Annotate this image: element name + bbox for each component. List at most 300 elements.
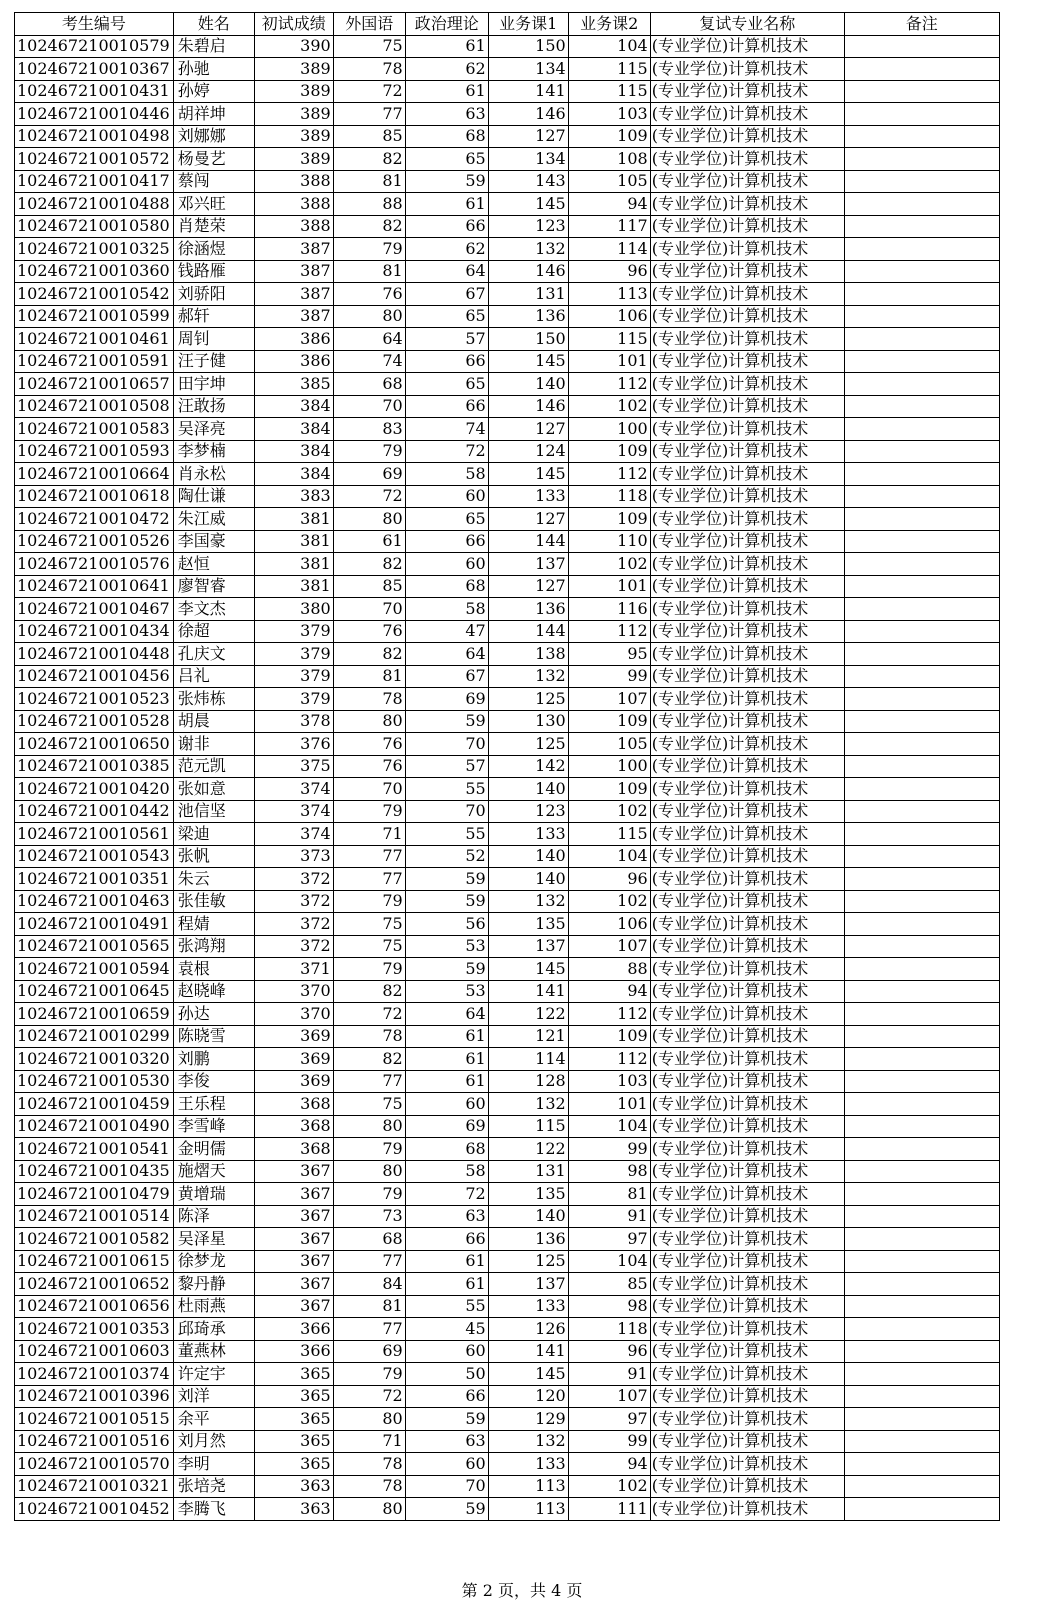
cell-major: (专业学位)计算机技术	[650, 1453, 844, 1476]
cell-candidate-id: 102467210010442	[15, 800, 174, 823]
cell-subject-1: 135	[488, 1183, 568, 1206]
cell-subject-2: 96	[568, 868, 650, 891]
cell-name: 谢非	[173, 733, 254, 756]
cell-subject-1: 121	[488, 1025, 568, 1048]
cell-name: 赵恒	[173, 553, 254, 576]
cell-total-score: 372	[254, 935, 333, 958]
cell-candidate-id: 102467210010656	[15, 1295, 174, 1318]
cell-major: (专业学位)计算机技术	[650, 373, 844, 396]
cell-major: (专业学位)计算机技术	[650, 1340, 844, 1363]
cell-subject-2: 106	[568, 913, 650, 936]
cell-subject-2: 98	[568, 1295, 650, 1318]
cell-politics: 66	[405, 1228, 488, 1251]
cell-major: (专业学位)计算机技术	[650, 440, 844, 463]
cell-candidate-id: 102467210010508	[15, 395, 174, 418]
cell-name: 郝轩	[173, 305, 254, 328]
cell-total-score: 363	[254, 1498, 333, 1521]
cell-foreign-language: 71	[333, 1430, 405, 1453]
cell-total-score: 371	[254, 958, 333, 981]
cell-total-score: 379	[254, 620, 333, 643]
cell-major: (专业学位)计算机技术	[650, 1295, 844, 1318]
cell-candidate-id: 102467210010652	[15, 1273, 174, 1296]
cell-subject-1: 132	[488, 1430, 568, 1453]
cell-major: (专业学位)计算机技术	[650, 193, 844, 216]
cell-name: 孙驰	[173, 58, 254, 81]
cell-remarks	[844, 643, 999, 666]
cell-candidate-id: 102467210010353	[15, 1318, 174, 1341]
table-row	[15, 1048, 1000, 1071]
cell-politics: 67	[405, 283, 488, 306]
cell-remarks	[844, 665, 999, 688]
cell-candidate-id: 102467210010565	[15, 935, 174, 958]
cell-subject-2: 116	[568, 598, 650, 621]
cell-total-score: 381	[254, 553, 333, 576]
table-row	[15, 283, 1000, 306]
table-row	[15, 778, 1000, 801]
cell-remarks	[844, 913, 999, 936]
table-row	[15, 373, 1000, 396]
cell-name: 陈泽	[173, 1205, 254, 1228]
cell-politics: 63	[405, 103, 488, 126]
cell-foreign-language: 82	[333, 1048, 405, 1071]
cell-subject-2: 107	[568, 935, 650, 958]
cell-foreign-language: 70	[333, 778, 405, 801]
cell-name: 肖楚荣	[173, 215, 254, 238]
cell-major: (专业学位)计算机技术	[650, 170, 844, 193]
cell-remarks	[844, 1138, 999, 1161]
cell-foreign-language: 77	[333, 845, 405, 868]
cell-subject-2: 96	[568, 260, 650, 283]
cell-politics: 53	[405, 980, 488, 1003]
cell-candidate-id: 102467210010299	[15, 1025, 174, 1048]
cell-subject-1: 133	[488, 1295, 568, 1318]
cell-major: (专业学位)计算机技术	[650, 598, 844, 621]
cell-subject-2: 100	[568, 755, 650, 778]
cell-name: 王乐程	[173, 1093, 254, 1116]
cell-foreign-language: 82	[333, 643, 405, 666]
cell-remarks	[844, 1048, 999, 1071]
cell-foreign-language: 75	[333, 1093, 405, 1116]
cell-politics: 66	[405, 350, 488, 373]
cell-major: (专业学位)计算机技术	[650, 215, 844, 238]
cell-major: (专业学位)计算机技术	[650, 1003, 844, 1026]
cell-candidate-id: 102467210010431	[15, 80, 174, 103]
table-row	[15, 328, 1000, 351]
cell-total-score: 367	[254, 1183, 333, 1206]
cell-remarks	[844, 328, 999, 351]
cell-politics: 62	[405, 58, 488, 81]
cell-subject-1: 136	[488, 1228, 568, 1251]
cell-candidate-id: 102467210010528	[15, 710, 174, 733]
cell-major: (专业学位)计算机技术	[650, 868, 844, 891]
cell-major: (专业学位)计算机技术	[650, 913, 844, 936]
cell-subject-1: 131	[488, 283, 568, 306]
cell-subject-2: 112	[568, 373, 650, 396]
cell-candidate-id: 102467210010459	[15, 1093, 174, 1116]
cell-name: 汪子健	[173, 350, 254, 373]
cell-major: (专业学位)计算机技术	[650, 1430, 844, 1453]
cell-major: (专业学位)计算机技术	[650, 1475, 844, 1498]
cell-politics: 61	[405, 1070, 488, 1093]
table-row	[15, 688, 1000, 711]
cell-subject-2: 117	[568, 215, 650, 238]
cell-subject-2: 96	[568, 1340, 650, 1363]
cell-foreign-language: 78	[333, 688, 405, 711]
cell-subject-1: 140	[488, 373, 568, 396]
cell-foreign-language: 78	[333, 1453, 405, 1476]
cell-candidate-id: 102467210010360	[15, 260, 174, 283]
cell-subject-2: 103	[568, 1070, 650, 1093]
cell-subject-2: 94	[568, 1453, 650, 1476]
cell-foreign-language: 80	[333, 508, 405, 531]
cell-subject-1: 150	[488, 328, 568, 351]
cell-politics: 61	[405, 193, 488, 216]
cell-remarks	[844, 868, 999, 891]
cell-remarks	[844, 1228, 999, 1251]
cell-foreign-language: 78	[333, 1475, 405, 1498]
cell-name: 朱江威	[173, 508, 254, 531]
table-row	[15, 1115, 1000, 1138]
cell-politics: 70	[405, 733, 488, 756]
table-row	[15, 1318, 1000, 1341]
cell-total-score: 370	[254, 1003, 333, 1026]
cell-major: (专业学位)计算机技术	[650, 58, 844, 81]
cell-remarks	[844, 193, 999, 216]
cell-politics: 58	[405, 1160, 488, 1183]
cell-subject-2: 91	[568, 1363, 650, 1386]
cell-foreign-language: 81	[333, 170, 405, 193]
table-row	[15, 508, 1000, 531]
cell-remarks	[844, 935, 999, 958]
cell-major: (专业学位)计算机技术	[650, 688, 844, 711]
cell-major: (专业学位)计算机技术	[650, 1408, 844, 1431]
table-row	[15, 418, 1000, 441]
cell-remarks	[844, 620, 999, 643]
cell-major: (专业学位)计算机技术	[650, 1160, 844, 1183]
cell-major: (专业学位)计算机技术	[650, 1048, 844, 1071]
cell-name: 李梦楠	[173, 440, 254, 463]
cell-politics: 59	[405, 710, 488, 733]
cell-total-score: 365	[254, 1363, 333, 1386]
cell-name: 李国豪	[173, 530, 254, 553]
cell-subject-2: 97	[568, 1408, 650, 1431]
cell-foreign-language: 75	[333, 35, 405, 58]
cell-foreign-language: 76	[333, 283, 405, 306]
cell-foreign-language: 72	[333, 1003, 405, 1026]
cell-name: 张如意	[173, 778, 254, 801]
cell-remarks	[844, 373, 999, 396]
cell-candidate-id: 102467210010488	[15, 193, 174, 216]
cell-remarks	[844, 80, 999, 103]
cell-subject-1: 146	[488, 395, 568, 418]
cell-politics: 70	[405, 1475, 488, 1498]
cell-candidate-id: 102467210010490	[15, 1115, 174, 1138]
cell-politics: 59	[405, 1408, 488, 1431]
cell-remarks	[844, 1003, 999, 1026]
cell-subject-1: 137	[488, 553, 568, 576]
cell-candidate-id: 102467210010650	[15, 733, 174, 756]
cell-politics: 63	[405, 1430, 488, 1453]
table-row	[15, 868, 1000, 891]
cell-name: 池信坚	[173, 800, 254, 823]
table-row	[15, 913, 1000, 936]
cell-subject-2: 105	[568, 170, 650, 193]
cell-major: (专业学位)计算机技术	[650, 980, 844, 1003]
cell-foreign-language: 79	[333, 1363, 405, 1386]
cell-foreign-language: 72	[333, 80, 405, 103]
cell-major: (专业学位)计算机技术	[650, 845, 844, 868]
cell-total-score: 383	[254, 485, 333, 508]
cell-subject-1: 141	[488, 1340, 568, 1363]
cell-remarks	[844, 823, 999, 846]
cell-candidate-id: 102467210010498	[15, 125, 174, 148]
cell-subject-1: 113	[488, 1475, 568, 1498]
cell-subject-1: 136	[488, 305, 568, 328]
cell-candidate-id: 102467210010645	[15, 980, 174, 1003]
cell-foreign-language: 80	[333, 710, 405, 733]
cell-politics: 57	[405, 328, 488, 351]
cell-subject-1: 133	[488, 1453, 568, 1476]
cell-remarks	[844, 170, 999, 193]
cell-major: (专业学位)计算机技术	[650, 80, 844, 103]
cell-foreign-language: 84	[333, 1273, 405, 1296]
cell-remarks	[844, 733, 999, 756]
cell-name: 李俊	[173, 1070, 254, 1093]
cell-candidate-id: 102467210010491	[15, 913, 174, 936]
cell-politics: 61	[405, 80, 488, 103]
cell-subject-2: 99	[568, 1430, 650, 1453]
table-row	[15, 665, 1000, 688]
cell-name: 张培尧	[173, 1475, 254, 1498]
cell-major: (专业学位)计算机技术	[650, 1318, 844, 1341]
table-row	[15, 485, 1000, 508]
cell-total-score: 379	[254, 643, 333, 666]
cell-major: (专业学位)计算机技术	[650, 1025, 844, 1048]
table-row	[15, 1160, 1000, 1183]
header-subject-1: 业务课1	[488, 13, 568, 36]
cell-name: 汪敢扬	[173, 395, 254, 418]
cell-foreign-language: 79	[333, 440, 405, 463]
cell-name: 刘月然	[173, 1430, 254, 1453]
cell-subject-2: 113	[568, 283, 650, 306]
cell-remarks	[844, 598, 999, 621]
cell-subject-1: 123	[488, 800, 568, 823]
cell-remarks	[844, 508, 999, 531]
cell-candidate-id: 102467210010448	[15, 643, 174, 666]
cell-subject-1: 141	[488, 980, 568, 1003]
cell-name: 黎丹静	[173, 1273, 254, 1296]
table-row	[15, 238, 1000, 261]
table-row	[15, 575, 1000, 598]
cell-major: (专业学位)计算机技术	[650, 103, 844, 126]
cell-total-score: 384	[254, 418, 333, 441]
cell-politics: 56	[405, 913, 488, 936]
header-remarks: 备注	[844, 13, 999, 36]
cell-politics: 60	[405, 1340, 488, 1363]
cell-subject-1: 134	[488, 58, 568, 81]
cell-politics: 68	[405, 125, 488, 148]
cell-subject-2: 115	[568, 80, 650, 103]
cell-politics: 63	[405, 1205, 488, 1228]
cell-politics: 55	[405, 823, 488, 846]
cell-name: 许定宇	[173, 1363, 254, 1386]
cell-remarks	[844, 530, 999, 553]
cell-subject-2: 108	[568, 148, 650, 171]
table-row	[15, 1250, 1000, 1273]
cell-subject-2: 99	[568, 1138, 650, 1161]
cell-politics: 59	[405, 1498, 488, 1521]
cell-remarks	[844, 148, 999, 171]
cell-politics: 57	[405, 755, 488, 778]
cell-subject-2: 105	[568, 733, 650, 756]
cell-total-score: 386	[254, 350, 333, 373]
cell-subject-1: 138	[488, 643, 568, 666]
table-row	[15, 58, 1000, 81]
cell-name: 张炜栋	[173, 688, 254, 711]
cell-subject-2: 104	[568, 35, 650, 58]
cell-subject-2: 115	[568, 328, 650, 351]
table-row	[15, 1385, 1000, 1408]
cell-remarks	[844, 260, 999, 283]
cell-name: 李明	[173, 1453, 254, 1476]
cell-total-score: 374	[254, 778, 333, 801]
cell-major: (专业学位)计算机技术	[650, 305, 844, 328]
cell-foreign-language: 69	[333, 463, 405, 486]
cell-name: 吕礼	[173, 665, 254, 688]
cell-subject-2: 94	[568, 980, 650, 1003]
cell-politics: 65	[405, 508, 488, 531]
cell-foreign-language: 79	[333, 800, 405, 823]
header-name: 姓名	[173, 13, 254, 36]
cell-foreign-language: 79	[333, 890, 405, 913]
cell-total-score: 368	[254, 1138, 333, 1161]
cell-subject-2: 104	[568, 845, 650, 868]
cell-foreign-language: 68	[333, 373, 405, 396]
cell-politics: 60	[405, 1093, 488, 1116]
cell-candidate-id: 102467210010593	[15, 440, 174, 463]
cell-major: (专业学位)计算机技术	[650, 1115, 844, 1138]
table-row	[15, 755, 1000, 778]
cell-remarks	[844, 980, 999, 1003]
cell-politics: 59	[405, 890, 488, 913]
page-number: 第 2 页，共 4 页	[461, 1581, 583, 1600]
cell-foreign-language: 76	[333, 755, 405, 778]
cell-foreign-language: 85	[333, 125, 405, 148]
table-row	[15, 643, 1000, 666]
cell-politics: 68	[405, 575, 488, 598]
cell-total-score: 381	[254, 508, 333, 531]
cell-total-score: 373	[254, 845, 333, 868]
cell-total-score: 389	[254, 58, 333, 81]
table-row	[15, 1475, 1000, 1498]
cell-subject-1: 132	[488, 890, 568, 913]
cell-total-score: 365	[254, 1385, 333, 1408]
table-row	[15, 350, 1000, 373]
cell-candidate-id: 102467210010396	[15, 1385, 174, 1408]
cell-candidate-id: 102467210010446	[15, 103, 174, 126]
cell-remarks	[844, 778, 999, 801]
cell-total-score: 366	[254, 1318, 333, 1341]
cell-politics: 64	[405, 643, 488, 666]
table-row	[15, 1003, 1000, 1026]
cell-subject-1: 125	[488, 688, 568, 711]
cell-foreign-language: 80	[333, 1160, 405, 1183]
cell-subject-2: 109	[568, 125, 650, 148]
cell-subject-2: 101	[568, 350, 650, 373]
cell-subject-2: 102	[568, 890, 650, 913]
cell-candidate-id: 102467210010580	[15, 215, 174, 238]
cell-remarks	[844, 1070, 999, 1093]
cell-total-score: 387	[254, 260, 333, 283]
cell-subject-1: 127	[488, 125, 568, 148]
cell-remarks	[844, 418, 999, 441]
cell-subject-2: 106	[568, 305, 650, 328]
cell-subject-2: 88	[568, 958, 650, 981]
cell-remarks	[844, 1340, 999, 1363]
cell-major: (专业学位)计算机技术	[650, 530, 844, 553]
cell-foreign-language: 85	[333, 575, 405, 598]
cell-foreign-language: 77	[333, 868, 405, 891]
table-row	[15, 1228, 1000, 1251]
cell-total-score: 380	[254, 598, 333, 621]
cell-subject-2: 101	[568, 575, 650, 598]
cell-candidate-id: 102467210010583	[15, 418, 174, 441]
cell-major: (专业学位)计算机技术	[650, 148, 844, 171]
cell-subject-1: 136	[488, 598, 568, 621]
cell-remarks	[844, 1295, 999, 1318]
cell-politics: 64	[405, 260, 488, 283]
cell-subject-1: 120	[488, 1385, 568, 1408]
cell-major: (专业学位)计算机技术	[650, 553, 844, 576]
cell-remarks	[844, 1363, 999, 1386]
cell-subject-1: 127	[488, 508, 568, 531]
cell-subject-1: 145	[488, 1363, 568, 1386]
table-row	[15, 1295, 1000, 1318]
cell-foreign-language: 75	[333, 935, 405, 958]
table-row	[15, 103, 1000, 126]
cell-major: (专业学位)计算机技术	[650, 778, 844, 801]
cell-subject-2: 111	[568, 1498, 650, 1521]
cell-total-score: 384	[254, 440, 333, 463]
cell-total-score: 368	[254, 1093, 333, 1116]
cell-name: 徐涵煜	[173, 238, 254, 261]
cell-foreign-language: 82	[333, 553, 405, 576]
cell-subject-2: 94	[568, 193, 650, 216]
cell-major: (专业学位)计算机技术	[650, 620, 844, 643]
cell-politics: 58	[405, 598, 488, 621]
cell-total-score: 369	[254, 1025, 333, 1048]
cell-name: 李雪峰	[173, 1115, 254, 1138]
cell-politics: 61	[405, 1250, 488, 1273]
cell-subject-2: 118	[568, 485, 650, 508]
cell-name: 董燕林	[173, 1340, 254, 1363]
cell-name: 周钊	[173, 328, 254, 351]
cell-remarks	[844, 710, 999, 733]
cell-politics: 50	[405, 1363, 488, 1386]
cell-foreign-language: 82	[333, 148, 405, 171]
cell-subject-1: 131	[488, 1160, 568, 1183]
cell-name: 朱云	[173, 868, 254, 891]
cell-politics: 66	[405, 1385, 488, 1408]
cell-remarks	[844, 1273, 999, 1296]
table-row	[15, 125, 1000, 148]
cell-candidate-id: 102467210010417	[15, 170, 174, 193]
cell-candidate-id: 102467210010320	[15, 1048, 174, 1071]
cell-subject-1: 140	[488, 778, 568, 801]
cell-name: 李腾飞	[173, 1498, 254, 1521]
cell-remarks	[844, 688, 999, 711]
cell-foreign-language: 82	[333, 980, 405, 1003]
